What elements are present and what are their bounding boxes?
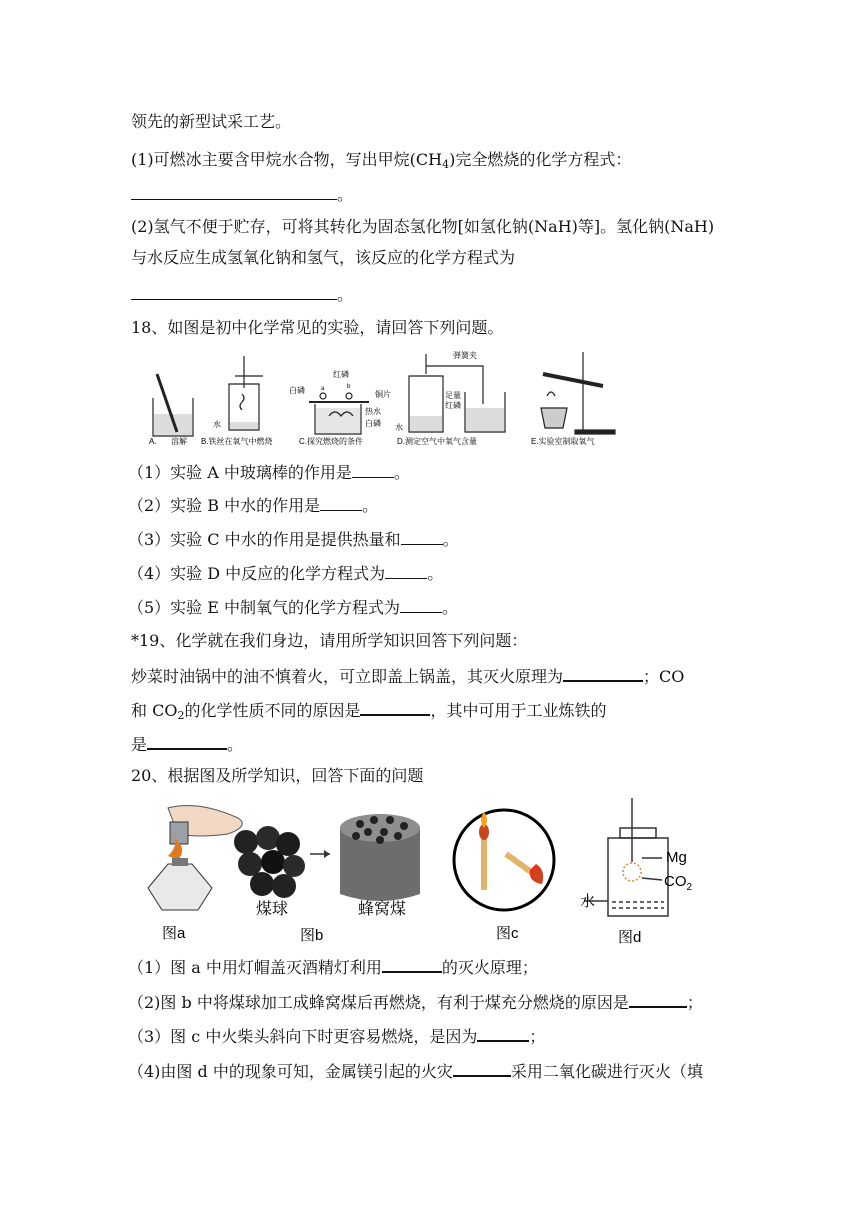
question-17-2-cont: 与水反应生成氢氧化钠和氢气，该反应的化学方程式为	[131, 248, 516, 267]
label-e: E.实验室制取氧气	[531, 437, 595, 446]
label-a: A.	[149, 437, 157, 446]
coal-figure	[234, 814, 420, 901]
question-17-2: (2)氢气不便于贮存，可将其转化为固态氢化物[如氢化钠(NaH)等]。氢化钠(NaH)	[131, 217, 715, 236]
label-white-phosphorus: 白磷	[289, 386, 305, 395]
answer-blank[interactable]	[385, 561, 427, 579]
label-water-b: 水	[213, 420, 221, 429]
label-co2: $CO_2$	[664, 873, 693, 893]
question-18-3: （3）实验 C 中水的作用是提供热量和 。	[128, 527, 459, 552]
answer-blank[interactable]	[400, 595, 442, 613]
label-c: C.探究燃烧的条件	[299, 437, 363, 446]
label-hot-water: 热水	[365, 407, 381, 416]
label-spring-clip: 弹簧夹	[453, 351, 477, 360]
label-red-phosphorus: 红磷	[333, 370, 349, 379]
apparatus-e	[541, 352, 615, 434]
question-18-4: （4）实验 D 中反应的化学方程式为 。	[128, 561, 443, 586]
beaker-a	[153, 374, 193, 436]
question-20-4: （4)由图 d 中的现象可知，金属镁引起的火灾 采用二氧化碳进行灭火（填	[128, 1058, 703, 1084]
label-mg: Mg	[666, 849, 687, 866]
label-point-a: a	[321, 386, 325, 392]
question-17-1: (1)可燃冰主要含甲烷水合物，写出甲烷$(CH_4)$完全燃烧的化学方程式：	[131, 150, 632, 171]
question-20-2: （2)图 b 中将煤球加工成蜂窝煤后再燃烧，有利于煤充分燃烧的原因是 ；	[128, 989, 703, 1015]
answer-blank[interactable]	[563, 663, 643, 682]
match-figure	[454, 810, 554, 910]
text-line: 领先的新型试采工艺。	[131, 112, 292, 131]
question-19: *19、化学就在我们身边，请用所学知识回答下列问题：	[131, 631, 528, 650]
label-coal-ball: 煤球	[256, 901, 289, 918]
answer-blank[interactable]	[320, 493, 362, 511]
bottle-b	[229, 356, 263, 430]
answer-blank[interactable]	[453, 1058, 511, 1077]
question-18: 18、如图是初中化学常见的实验，请回答下列问题。	[131, 318, 504, 337]
question-19-c: 是 。	[131, 731, 243, 757]
label-white-phosphorus-2: 白磷	[365, 419, 381, 428]
label-a-sub: 溶解	[171, 437, 187, 446]
label-copper: 铜片	[375, 390, 391, 399]
answer-blank[interactable]	[131, 182, 337, 200]
beaker-c	[309, 393, 369, 434]
question-18-1: （1）实验 A 中玻璃棒的作用是 。	[128, 460, 410, 485]
answer-blank[interactable]	[131, 282, 337, 300]
question-20-1: （1）图 a 中用灯帽盖灭酒精灯利用 的灭火原理；	[128, 954, 538, 980]
caption-figure-d: 图d	[618, 929, 642, 946]
experiment-figure-20	[128, 798, 724, 948]
label-honeycomb-coal: 蜂窝煤	[358, 901, 407, 918]
answer-blank[interactable]	[360, 697, 430, 716]
jar-figure	[584, 798, 668, 916]
label-water-d: 水	[580, 893, 596, 910]
label-water-d: 水	[395, 423, 403, 432]
question-20: 20、根据图及所学知识，回答下面的问题	[131, 766, 424, 785]
label-red-phosphorus-2: 红磷	[445, 401, 461, 410]
question-20-3: （3）图 c 中火柴头斜向下时更容易燃烧，是因为 ；	[128, 1023, 545, 1049]
answer-blank[interactable]	[352, 460, 394, 478]
answer-blank[interactable]	[477, 1023, 529, 1042]
question-18-5: （5）实验 E 中制氧气的化学方程式为 。	[128, 595, 458, 620]
label-point-b: b	[347, 384, 351, 390]
label-d: D.测定空气中氧气含量	[397, 437, 477, 446]
question-19-b: 和 $CO_2$的化学性质不同的原因是 ，其中可用于工业炼铁的	[131, 697, 606, 723]
caption-figure-b: 图b	[300, 927, 324, 944]
answer-blank[interactable]	[401, 527, 443, 545]
question-19-a: 炒菜时油锅中的油不慎着火，可立即盖上锅盖，其灭火原理为 ；CO	[131, 663, 684, 689]
label-sufficient: 足量	[445, 391, 461, 400]
answer-line: 。	[131, 182, 353, 207]
answer-blank[interactable]	[147, 731, 227, 750]
answer-line: 。	[131, 282, 353, 307]
experiment-figure-18	[143, 346, 623, 450]
caption-figure-c: 图c	[496, 925, 519, 942]
answer-blank[interactable]	[629, 989, 687, 1008]
caption-figure-a: 图a	[162, 925, 186, 942]
label-b: B.铁丝在氧气中燃烧	[201, 437, 273, 446]
question-18-2: （2）实验 B 中水的作用是 。	[128, 493, 378, 518]
alcohol-lamp-figure	[148, 806, 242, 910]
answer-blank[interactable]	[382, 954, 442, 973]
